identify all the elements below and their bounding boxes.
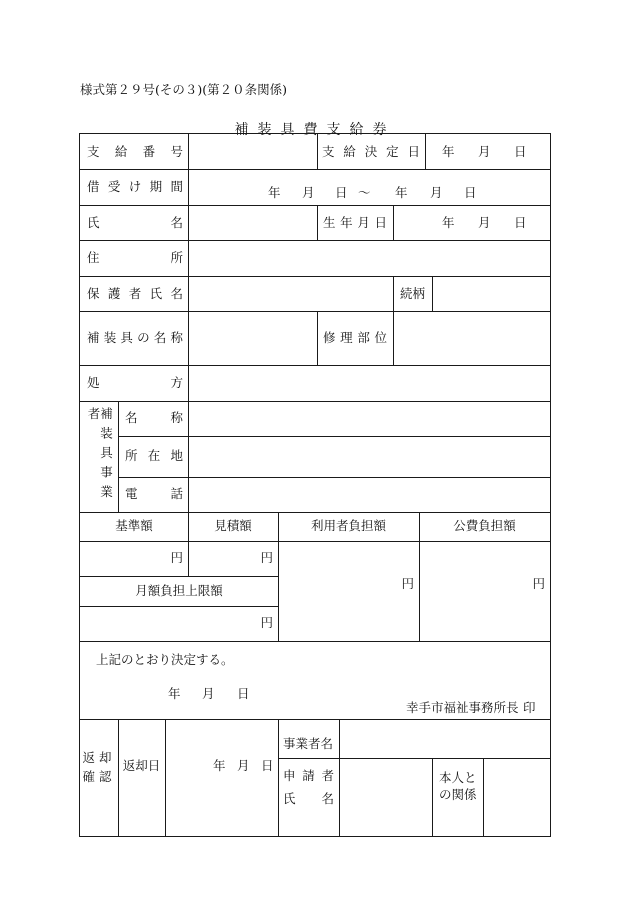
applicant-label-line2: 氏 名 <box>283 791 334 806</box>
relation-label-line1: 本人と <box>439 770 477 785</box>
rental-range-tilde: ～ <box>358 185 371 200</box>
col-rule-a <box>188 134 189 401</box>
col-rule-j <box>118 401 119 512</box>
rule-2 <box>80 205 550 206</box>
rule-14 <box>80 641 550 642</box>
col-rule-c <box>425 134 426 169</box>
public-burden-header: 公費負担額 <box>453 518 516 533</box>
rule-5 <box>80 311 550 312</box>
col-rule-i <box>393 311 394 365</box>
col-rule-h <box>317 311 318 365</box>
rule-12 <box>80 576 278 577</box>
page-title: 補装具費支給券 <box>234 122 396 138</box>
birth-year: 年 <box>442 215 455 230</box>
col-rule-t <box>483 758 484 836</box>
birth-date-label: 生 年 月 日 <box>323 215 387 230</box>
col-rule-f <box>393 276 394 311</box>
decision-statement: 上記のとおり決定する。 <box>96 652 234 667</box>
issuer-seal: 印 <box>523 700 536 715</box>
standard-amount-yen: 円 <box>170 550 183 565</box>
estimate-amount-yen: 円 <box>260 550 273 565</box>
monthly-cap-label: 月額負担上限額 <box>135 583 223 598</box>
public-burden-yen: 円 <box>532 576 545 591</box>
prescription-label: 処 方 <box>87 375 183 390</box>
decision-date-year: 年 <box>442 144 455 159</box>
rule-10 <box>80 512 550 513</box>
decision-date-month: 月 <box>478 144 491 159</box>
col-rule-e <box>393 205 394 240</box>
decision-month: 月 <box>202 686 215 701</box>
applicant-label-line1: 申 請 者 <box>283 768 334 783</box>
decision-day: 日 <box>237 686 250 701</box>
payment-number-label: 支 給 番 号 <box>87 144 183 159</box>
col-rule-s <box>432 758 433 836</box>
form-reference: 様式第２９号(その３)(第２０条関係) <box>80 82 288 97</box>
provider-group-label <box>86 407 114 507</box>
standard-amount-header: 基準額 <box>115 518 153 533</box>
rental-end-month: 月 <box>430 185 443 200</box>
rule-7 <box>80 401 550 402</box>
payment-decision-date-label: 支 給 決 定 日 <box>322 144 420 159</box>
rule-11 <box>80 541 550 542</box>
rental-start-month: 月 <box>302 185 315 200</box>
decision-date-day: 日 <box>514 144 527 159</box>
rule-8 <box>118 436 550 437</box>
estimate-amount-header: 見積額 <box>214 518 252 533</box>
repair-part-label: 修 理 部 位 <box>323 330 387 345</box>
birth-day: 日 <box>514 215 527 230</box>
guardian-name-label: 保 護 者 氏 名 <box>87 286 183 301</box>
rule-9 <box>118 477 550 478</box>
rule-3 <box>80 240 550 241</box>
col-rule-p <box>165 719 166 836</box>
rental-start-year: 年 <box>268 185 281 200</box>
rule-16 <box>278 758 550 759</box>
name-label: 氏 名 <box>87 215 183 230</box>
birth-month: 月 <box>478 215 491 230</box>
col-rule-k <box>188 401 189 512</box>
rental-end-day: 日 <box>464 185 477 200</box>
relation-label-line2: の関係 <box>439 787 477 802</box>
rental-end-year: 年 <box>395 185 408 200</box>
relationship-label: 続柄 <box>400 286 426 301</box>
provider-location-label: 所 在 地 <box>125 448 183 463</box>
col-rule-d <box>317 205 318 240</box>
user-burden-yen: 円 <box>401 576 414 591</box>
user-burden-header: 利用者負担額 <box>310 518 386 533</box>
provider-name-label: 名 称 <box>125 410 183 425</box>
rental-start-day: 日 <box>335 185 348 200</box>
decision-year: 年 <box>168 686 181 701</box>
col-rule-g <box>432 276 433 311</box>
rule-4 <box>80 276 550 277</box>
monthly-cap-yen: 円 <box>260 615 273 630</box>
rental-period-label: 借 受 け 期 間 <box>87 179 183 194</box>
return-year: 年 <box>213 758 226 773</box>
issuer-name: 幸手市福祉事務所長 <box>406 700 519 715</box>
payment-voucher-form <box>79 133 551 837</box>
rule-1 <box>80 169 550 170</box>
col-rule-b <box>317 134 318 169</box>
provider-name-return-label: 事業者名 <box>283 736 334 751</box>
rule-13 <box>80 606 278 607</box>
return-day: 日 <box>261 758 274 773</box>
return-label-line1: 返却 <box>82 750 116 765</box>
col-rule-o <box>118 719 119 836</box>
return-label-line2: 確認 <box>82 769 116 784</box>
address-label: 住 所 <box>87 250 183 265</box>
rule-6 <box>80 365 550 366</box>
return-date-label: 返却日 <box>122 758 161 773</box>
col-rule-q <box>278 719 279 836</box>
provider-group-text: 補装具事業者 <box>86 407 114 505</box>
return-month: 月 <box>237 758 250 773</box>
col-rule-r <box>339 719 340 836</box>
rule-15 <box>80 719 550 720</box>
device-name-label: 補 装 具 の 名 称 <box>87 330 183 345</box>
provider-phone-label: 電 話 <box>125 486 183 501</box>
